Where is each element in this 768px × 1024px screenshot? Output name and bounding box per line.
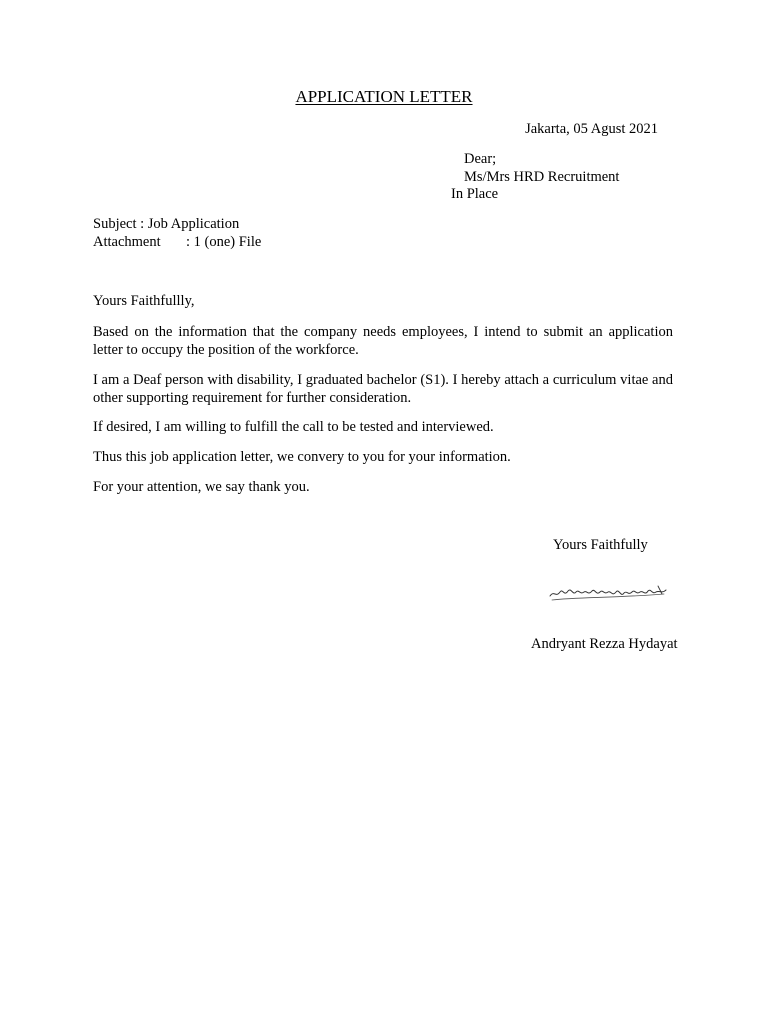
salutation: Yours Faithfullly,: [93, 293, 195, 309]
body-paragraph: I am a Deaf person with disability, I graduated bachelor (S1). I hereby attach a curriculum vitae and other supporting requirement for further consideration.: [93, 372, 673, 406]
handwritten-signature: [546, 580, 676, 606]
attachment-line: [93, 234, 261, 251]
body-paragraph: Thus this job application letter, we convery to you for your information.: [93, 449, 511, 465]
body-paragraph: For your attention, we say thank you.: [93, 479, 310, 495]
letter-title: APPLICATION LETTER: [295, 87, 473, 106]
closing: Yours Faithfully: [553, 537, 648, 553]
attachment-value: : 1 (one) File: [186, 234, 262, 250]
recipient-place: In Place: [451, 186, 499, 202]
subject-line: Subject : Job Application: [93, 216, 240, 232]
signer-name: Andryant Rezza Hydayat: [531, 636, 678, 652]
recipient-greeting: Dear;: [464, 151, 497, 167]
letter-date: Jakarta, 05 Agust 2021: [525, 121, 658, 137]
body-paragraph: If desired, I am willing to fulfill the call to be tested and interviewed.: [93, 419, 494, 435]
attachment-label: Attachment: [93, 234, 161, 250]
body-paragraph: Based on the information that the company needs employees, I intend to submit an application letter to occupy the position of the workforce.: [93, 324, 673, 358]
recipient-name: Ms/Mrs HRD Recruitment: [464, 169, 620, 185]
